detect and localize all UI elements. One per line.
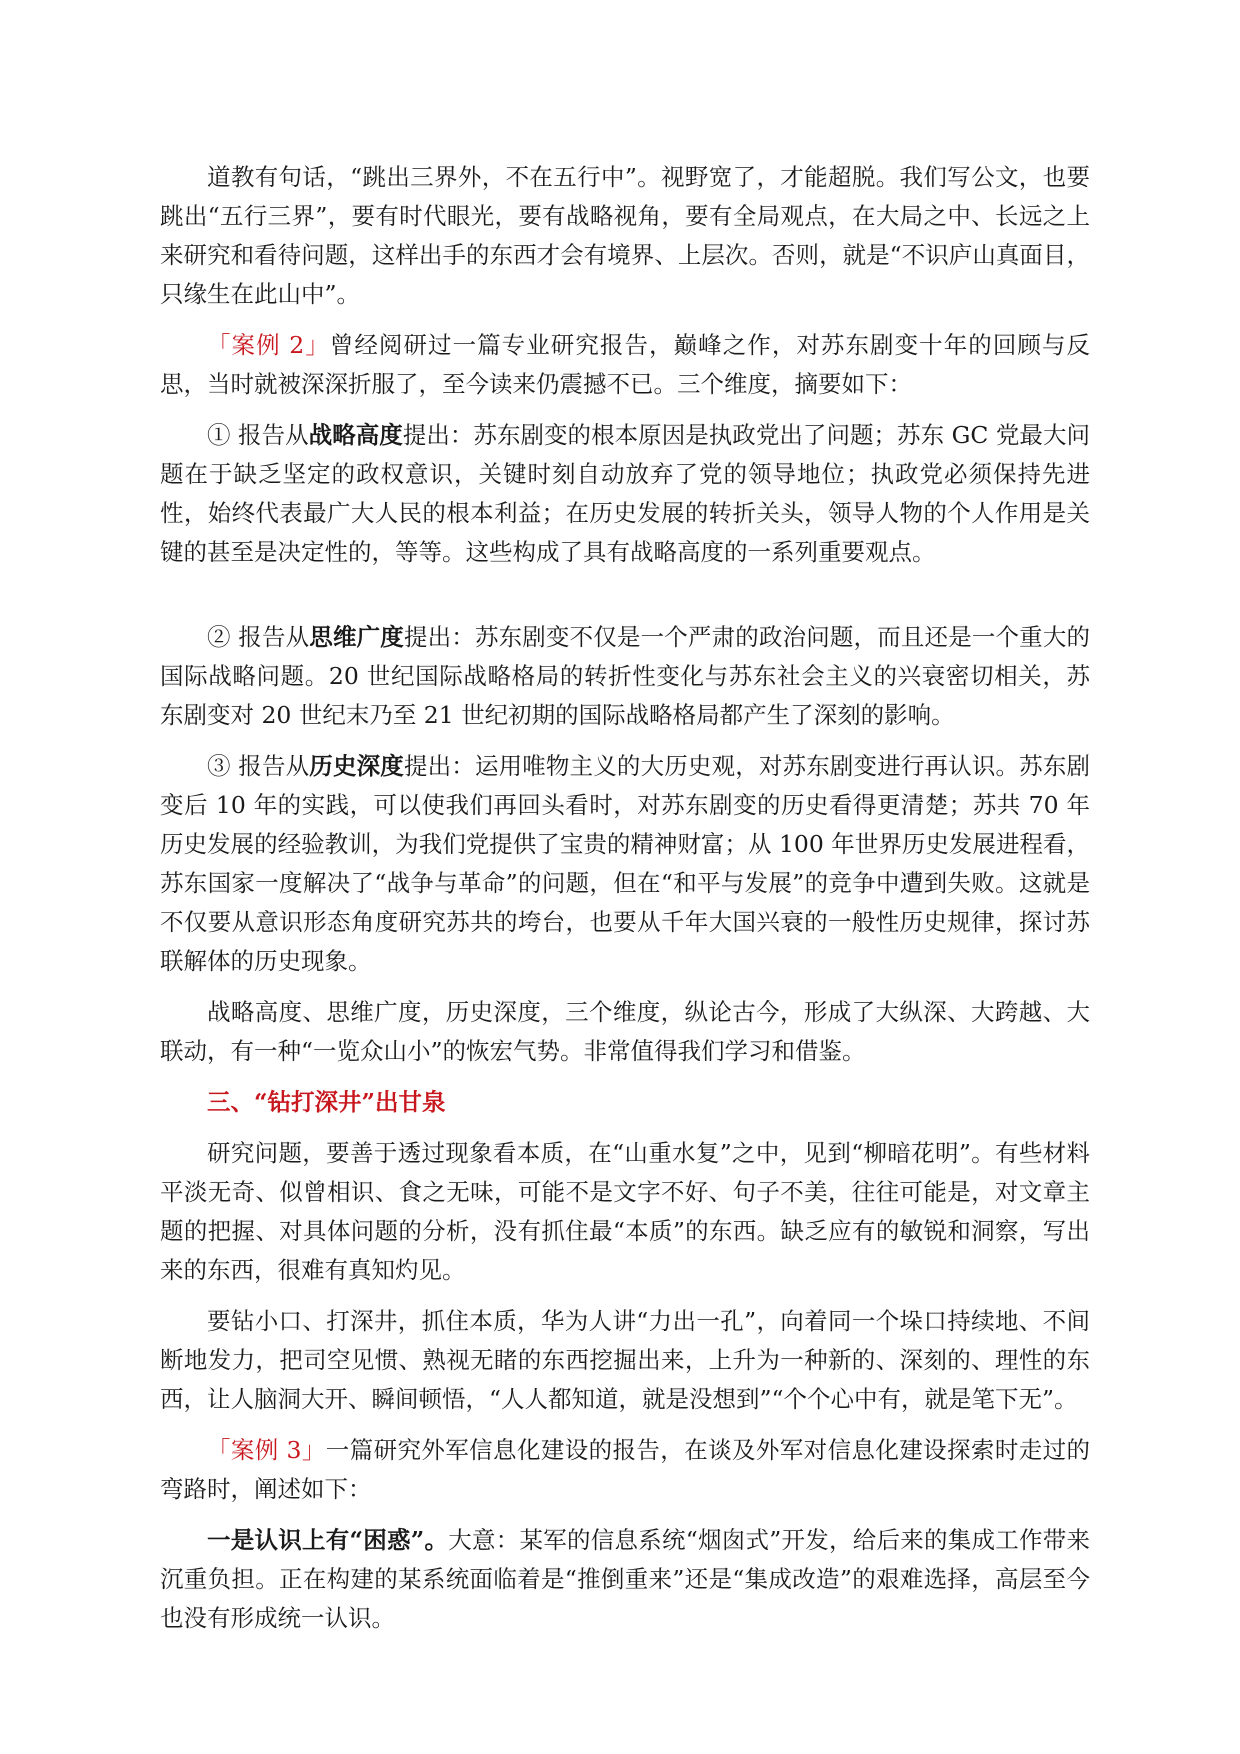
- paragraph-case-2: 「案例 2」曾经阅研过一篇专业研究报告，巅峰之作，对苏东剧变十年的回顾与反思，当时就被深深折服了，至今读来仍震撼不已。三个维度，摘要如下：: [160, 331, 1091, 398]
- case-2-label: 「案例 2」: [207, 331, 330, 359]
- paragraph-research-essence: 研究问题，要善于透过现象看本质，在“山重水复”之中，见到“柳暗花明”。有些材料平淡无奇、似曾相识、食之无味，可能不是文字不好、句子不美，往往可能是，对文章主题的把握、对具体问题的分析，没有抓住最“本质”的东西。缺乏应有的敏锐和洞察，写出来的东西，很难有真知灼见。: [160, 1139, 1090, 1284]
- strategic-height-term: 战略高度: [308, 421, 403, 449]
- paragraph-summary: 战略高度、思维广度，历史深度，三个维度，纵论古今，形成了大纵深、大跨越、大联动，有一种“一览众山小”的恢宏气势。非常值得我们学习和借鉴。: [160, 998, 1090, 1065]
- paragraph-strategic-height: ① 报告从战略高度提出：苏东剧变的根本原因是执政党出了问题；苏东 GC 党最大问题在于缺乏坚定的政权意识，关键时刻自动放弃了党的领导地位；执政党必须保持先进性，始终代表最广大人民的根本利益；在历史发展的转折关头，领导人物的个人作用是关键的甚至是决定性的，等等。这些构成了具有战略高度的一系列重要观点。: [160, 421, 1090, 566]
- paragraph-point-1: 一是认识上有“困惑”。大意：某军的信息系统“烟囱式”开发，给后来的集成工作带来沉重负担。正在构建的某系统面临着是“推倒重来”还是“集成改造”的艰难选择，高层至今也没有形成统一认识。: [160, 1526, 1090, 1632]
- paragraph-drill-deep: 要钻小口、打深井，抓住本质，华为人讲“力出一孔”，向着同一个垛口持续地、不间断地发力，把司空见惯、熟视无睹的东西挖掘出来，上升为一种新的、深刻的、理性的东西，让人脑洞大开、瞬间顿悟，“人人都知道，就是没想到”“个个心中有，就是笔下无”。: [160, 1307, 1090, 1413]
- section-3-heading: 三、“钻打深井”出甘泉: [207, 1088, 446, 1116]
- point-1-title: 一是认识上有“困惑”。: [207, 1526, 449, 1554]
- paragraph-historical-depth: ③ 报告从历史深度提出：运用唯物主义的大历史观，对苏东剧变进行再认识。苏东剧变后 10 年的实践，可以使我们再回头看时，对苏东剧变的历史看得更清楚；苏共 70 年历史发展的经验教训，为我们党提供了宝贵的精神财富；从 100 年世界历史发展进程看，苏东国家一度解决了“战争与革命”的问题，但在“和平与发展”的竞争中遭到失败。这就是不仅要从意识形态角度研究苏共的垮台，也要从千年大国兴衰的一般性历史规律，探讨苏联解体的历史现象。: [160, 752, 1091, 975]
- paragraph-case-3: 「案例 3」一篇研究外军信息化建设的报告，在谈及外军对信息化建设探索时走过的弯路时，阐述如下：: [160, 1436, 1091, 1503]
- thinking-breadth-term: 思维广度: [309, 623, 404, 651]
- document-page: [160, 158, 1090, 1638]
- historical-depth-term: 历史深度: [309, 752, 404, 780]
- paragraph-thinking-breadth: ② 报告从思维广度提出：苏东剧变不仅是一个严肃的政治问题，而且还是一个重大的国际战略问题。20 世纪国际战略格局的转折性变化与苏东社会主义的兴衰密切相关，苏东剧变对 20 世纪末乃至 21 世纪初期的国际战略格局都产生了深刻的影响。: [160, 623, 1091, 729]
- paragraph-daoism: 道教有句话，“跳出三界外，不在五行中”。视野宽了，才能超脱。我们写公文，也要跳出“五行三界”，要有时代眼光，要有战略视角，要有全局观点，在大局之中、长远之上来研究和看待问题，这样出手的东西才会有境界、上层次。否则，就是“不识庐山真面目，只缘生在此山中”。: [160, 163, 1090, 308]
- case-3-label: 「案例 3」: [207, 1436, 326, 1464]
